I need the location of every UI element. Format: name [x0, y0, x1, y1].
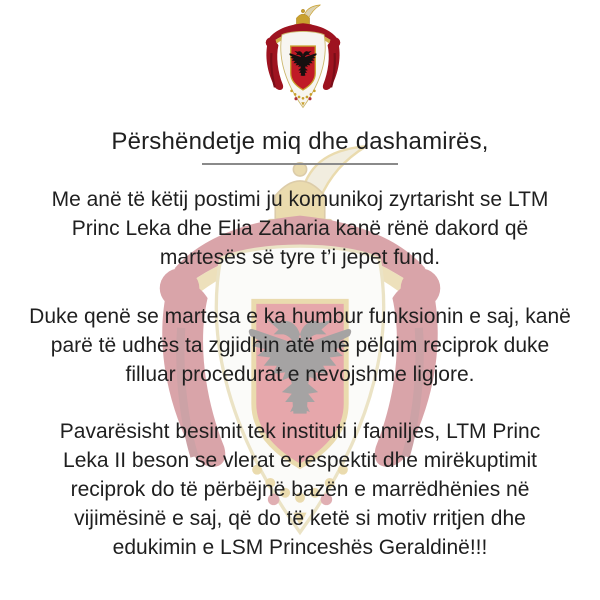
text-line: parë të udhës ta zgjidhin atë me pëlqim reciprok duke — [50, 334, 550, 357]
text-line: Leka II beson se vlerat e respektit dhe mirëkuptimit — [63, 449, 537, 472]
greeting-heading: Përshëndetje miq dhe dashamirës, — [111, 128, 489, 155]
text-line: Princ Leka dhe Elia Zaharia kanë rënë dakord që — [71, 217, 529, 240]
paragraph-closing — [10, 417, 590, 562]
text-line: filluar procedurat e nevojshme ligjore. — [125, 363, 475, 386]
text-line: Pavarësisht besimit tek instituti i familjes, LTM Princ — [59, 420, 541, 443]
text-line: edukimin e LSM Princeshës Geraldinë!!! — [112, 536, 488, 559]
paragraph-announcement — [10, 185, 590, 272]
paragraph-reason — [10, 302, 590, 389]
heading-divider — [202, 163, 398, 165]
text-line: martesës së tyre t’i jepet fund. — [159, 246, 441, 269]
text-line: vijimësinë e saj, që do të ketë si motiv rritjen dhe — [74, 507, 526, 530]
text-line: reciprok do të përbëjnë bazën e marrëdhënies në — [70, 478, 530, 501]
text-line: Duke qenë se martesa e ka humbur funksionin e saj, kanë — [29, 305, 571, 328]
royal-coat-of-arms — [259, 4, 347, 118]
text-line: Me anë të këtij postimi ju komunikoj zyrtarisht se LTM — [51, 188, 549, 211]
